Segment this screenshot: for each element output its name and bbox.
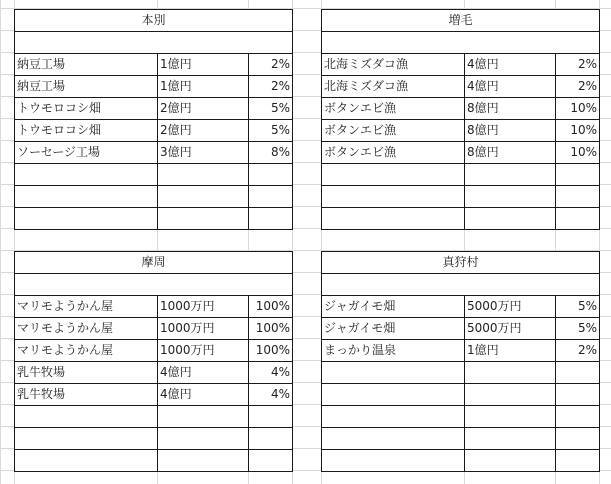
business-name-cell[interactable]: ジャガイモ畑: [322, 296, 465, 318]
empty-cell[interactable]: [15, 186, 158, 208]
business-name-cell[interactable]: [322, 384, 465, 406]
empty-cell[interactable]: [249, 186, 293, 208]
table-row: [322, 362, 600, 384]
empty-cell[interactable]: [322, 428, 465, 450]
region-table-makkari: [321, 251, 600, 472]
business-name-cell[interactable]: トウモロコシ畑: [15, 120, 158, 142]
amount-cell[interactable]: 1000万円: [158, 296, 249, 318]
table-row: [322, 428, 600, 450]
amount-cell[interactable]: 8億円: [465, 98, 556, 120]
amount-cell[interactable]: 4億円: [465, 76, 556, 98]
business-name-cell[interactable]: ボタンエビ漁: [322, 98, 465, 120]
empty-cell[interactable]: [322, 274, 600, 296]
table-title-row: [322, 252, 600, 274]
region-table-mashu: [14, 251, 293, 472]
table-row: [322, 274, 600, 296]
empty-cell[interactable]: [322, 406, 465, 428]
empty-cell[interactable]: [15, 274, 293, 296]
amount-cell[interactable]: 1億円: [158, 76, 249, 98]
business-name-cell[interactable]: 納豆工場: [15, 54, 158, 76]
empty-cell[interactable]: [249, 428, 293, 450]
business-name-cell[interactable]: マリモようかん屋: [15, 296, 158, 318]
percent-cell[interactable]: [556, 384, 600, 406]
table-row: [322, 98, 600, 120]
percent-cell[interactable]: 100%: [249, 318, 293, 340]
table-row: [15, 274, 293, 296]
table-row: [15, 186, 293, 208]
business-name-cell[interactable]: トウモロコシ畑: [15, 98, 158, 120]
region-table-mashike: [321, 9, 600, 230]
table-row: [15, 76, 293, 98]
business-name-cell[interactable]: ジャガイモ畑: [322, 318, 465, 340]
amount-cell[interactable]: 3億円: [158, 142, 249, 164]
percent-cell[interactable]: 5%: [556, 318, 600, 340]
table-row: [15, 296, 293, 318]
amount-cell[interactable]: 2億円: [158, 98, 249, 120]
table-row: [15, 54, 293, 76]
empty-cell[interactable]: [15, 32, 293, 54]
empty-cell[interactable]: [322, 208, 465, 230]
table-title[interactable]: 増毛: [322, 10, 600, 32]
empty-cell[interactable]: [158, 428, 249, 450]
empty-cell[interactable]: [465, 208, 556, 230]
table-row: [15, 406, 293, 428]
percent-cell[interactable]: 10%: [556, 98, 600, 120]
percent-cell[interactable]: [556, 362, 600, 384]
table-row: [322, 208, 600, 230]
empty-cell[interactable]: [15, 450, 158, 472]
empty-cell[interactable]: [158, 450, 249, 472]
empty-cell[interactable]: [158, 208, 249, 230]
amount-cell[interactable]: 5000万円: [465, 318, 556, 340]
empty-cell[interactable]: [15, 164, 158, 186]
table-row: [15, 450, 293, 472]
empty-cell[interactable]: [322, 450, 465, 472]
empty-cell[interactable]: [465, 406, 556, 428]
empty-cell[interactable]: [158, 164, 249, 186]
percent-cell[interactable]: 2%: [556, 54, 600, 76]
amount-cell[interactable]: 4億円: [465, 54, 556, 76]
percent-cell[interactable]: 2%: [556, 76, 600, 98]
empty-cell[interactable]: [158, 186, 249, 208]
business-name-cell[interactable]: ボタンエビ漁: [322, 142, 465, 164]
business-name-cell[interactable]: 北海ミズダコ漁: [322, 54, 465, 76]
table-row: [15, 98, 293, 120]
percent-cell[interactable]: 10%: [556, 142, 600, 164]
empty-cell[interactable]: [556, 186, 600, 208]
percent-cell[interactable]: 4%: [249, 384, 293, 406]
table-row: [15, 340, 293, 362]
table-title[interactable]: 摩周: [15, 252, 293, 274]
amount-cell[interactable]: 4億円: [158, 362, 249, 384]
table-title[interactable]: 真狩村: [322, 252, 600, 274]
empty-cell[interactable]: [249, 208, 293, 230]
table-row: [15, 164, 293, 186]
percent-cell[interactable]: 10%: [556, 120, 600, 142]
table-row: [322, 54, 600, 76]
business-name-cell[interactable]: 乳牛牧場: [15, 384, 158, 406]
amount-cell[interactable]: 8億円: [465, 120, 556, 142]
empty-cell[interactable]: [465, 164, 556, 186]
amount-cell[interactable]: 1000万円: [158, 318, 249, 340]
empty-cell[interactable]: [249, 450, 293, 472]
table-row: [322, 186, 600, 208]
empty-cell[interactable]: [556, 164, 600, 186]
table-row: [322, 340, 600, 362]
percent-cell[interactable]: 5%: [249, 98, 293, 120]
table-row: [15, 384, 293, 406]
business-name-cell[interactable]: [322, 362, 465, 384]
business-name-cell[interactable]: マリモようかん屋: [15, 340, 158, 362]
empty-cell[interactable]: [556, 428, 600, 450]
empty-cell[interactable]: [322, 164, 465, 186]
table-row: [15, 32, 293, 54]
amount-cell[interactable]: 1000万円: [158, 340, 249, 362]
percent-cell[interactable]: 4%: [249, 362, 293, 384]
empty-cell[interactable]: [15, 208, 158, 230]
business-name-cell[interactable]: 納豆工場: [15, 76, 158, 98]
table-row: [15, 120, 293, 142]
amount-cell[interactable]: 2億円: [158, 120, 249, 142]
region-table-honbetsu: [14, 9, 293, 230]
table-row: [322, 76, 600, 98]
amount-cell[interactable]: 4億円: [158, 384, 249, 406]
table-title-row: [15, 252, 293, 274]
percent-cell[interactable]: 5%: [556, 296, 600, 318]
business-name-cell[interactable]: ボタンエビ漁: [322, 120, 465, 142]
empty-cell[interactable]: [556, 208, 600, 230]
percent-cell[interactable]: 2%: [249, 76, 293, 98]
table-title-row: [15, 10, 293, 32]
table-row: [15, 318, 293, 340]
table-row: [322, 32, 600, 54]
business-name-cell[interactable]: 乳牛牧場: [15, 362, 158, 384]
percent-cell[interactable]: 5%: [249, 120, 293, 142]
empty-cell[interactable]: [556, 406, 600, 428]
table-row: [15, 428, 293, 450]
business-name-cell[interactable]: ソーセージ工場: [15, 142, 158, 164]
business-name-cell[interactable]: まっかり温泉: [322, 340, 465, 362]
empty-cell[interactable]: [465, 450, 556, 472]
table-row: [322, 384, 600, 406]
table-row: [322, 296, 600, 318]
empty-cell[interactable]: [322, 186, 465, 208]
amount-cell[interactable]: [465, 384, 556, 406]
table-row: [322, 142, 600, 164]
business-name-cell[interactable]: 北海ミズダコ漁: [322, 76, 465, 98]
table-title[interactable]: 本別: [15, 10, 293, 32]
table-row: [322, 120, 600, 142]
table-title-row: [322, 10, 600, 32]
empty-cell[interactable]: [158, 406, 249, 428]
amount-cell[interactable]: 5000万円: [465, 296, 556, 318]
percent-cell[interactable]: 2%: [249, 54, 293, 76]
percent-cell[interactable]: 8%: [249, 142, 293, 164]
table-row: [322, 406, 600, 428]
business-name-cell[interactable]: マリモようかん屋: [15, 318, 158, 340]
percent-cell[interactable]: 100%: [249, 296, 293, 318]
table-row: [322, 318, 600, 340]
table-row: [15, 142, 293, 164]
amount-cell[interactable]: 8億円: [465, 142, 556, 164]
empty-cell[interactable]: [465, 428, 556, 450]
table-row: [322, 164, 600, 186]
empty-cell[interactable]: [15, 428, 158, 450]
empty-cell[interactable]: [322, 32, 600, 54]
empty-cell[interactable]: [465, 186, 556, 208]
amount-cell[interactable]: 1億円: [465, 340, 556, 362]
amount-cell[interactable]: [465, 362, 556, 384]
percent-cell[interactable]: 100%: [249, 340, 293, 362]
table-row: [15, 362, 293, 384]
empty-cell[interactable]: [15, 406, 158, 428]
empty-cell[interactable]: [249, 164, 293, 186]
empty-cell[interactable]: [556, 450, 600, 472]
table-row: [15, 208, 293, 230]
table-row: [322, 450, 600, 472]
amount-cell[interactable]: 1億円: [158, 54, 249, 76]
empty-cell[interactable]: [249, 406, 293, 428]
percent-cell[interactable]: 2%: [556, 340, 600, 362]
